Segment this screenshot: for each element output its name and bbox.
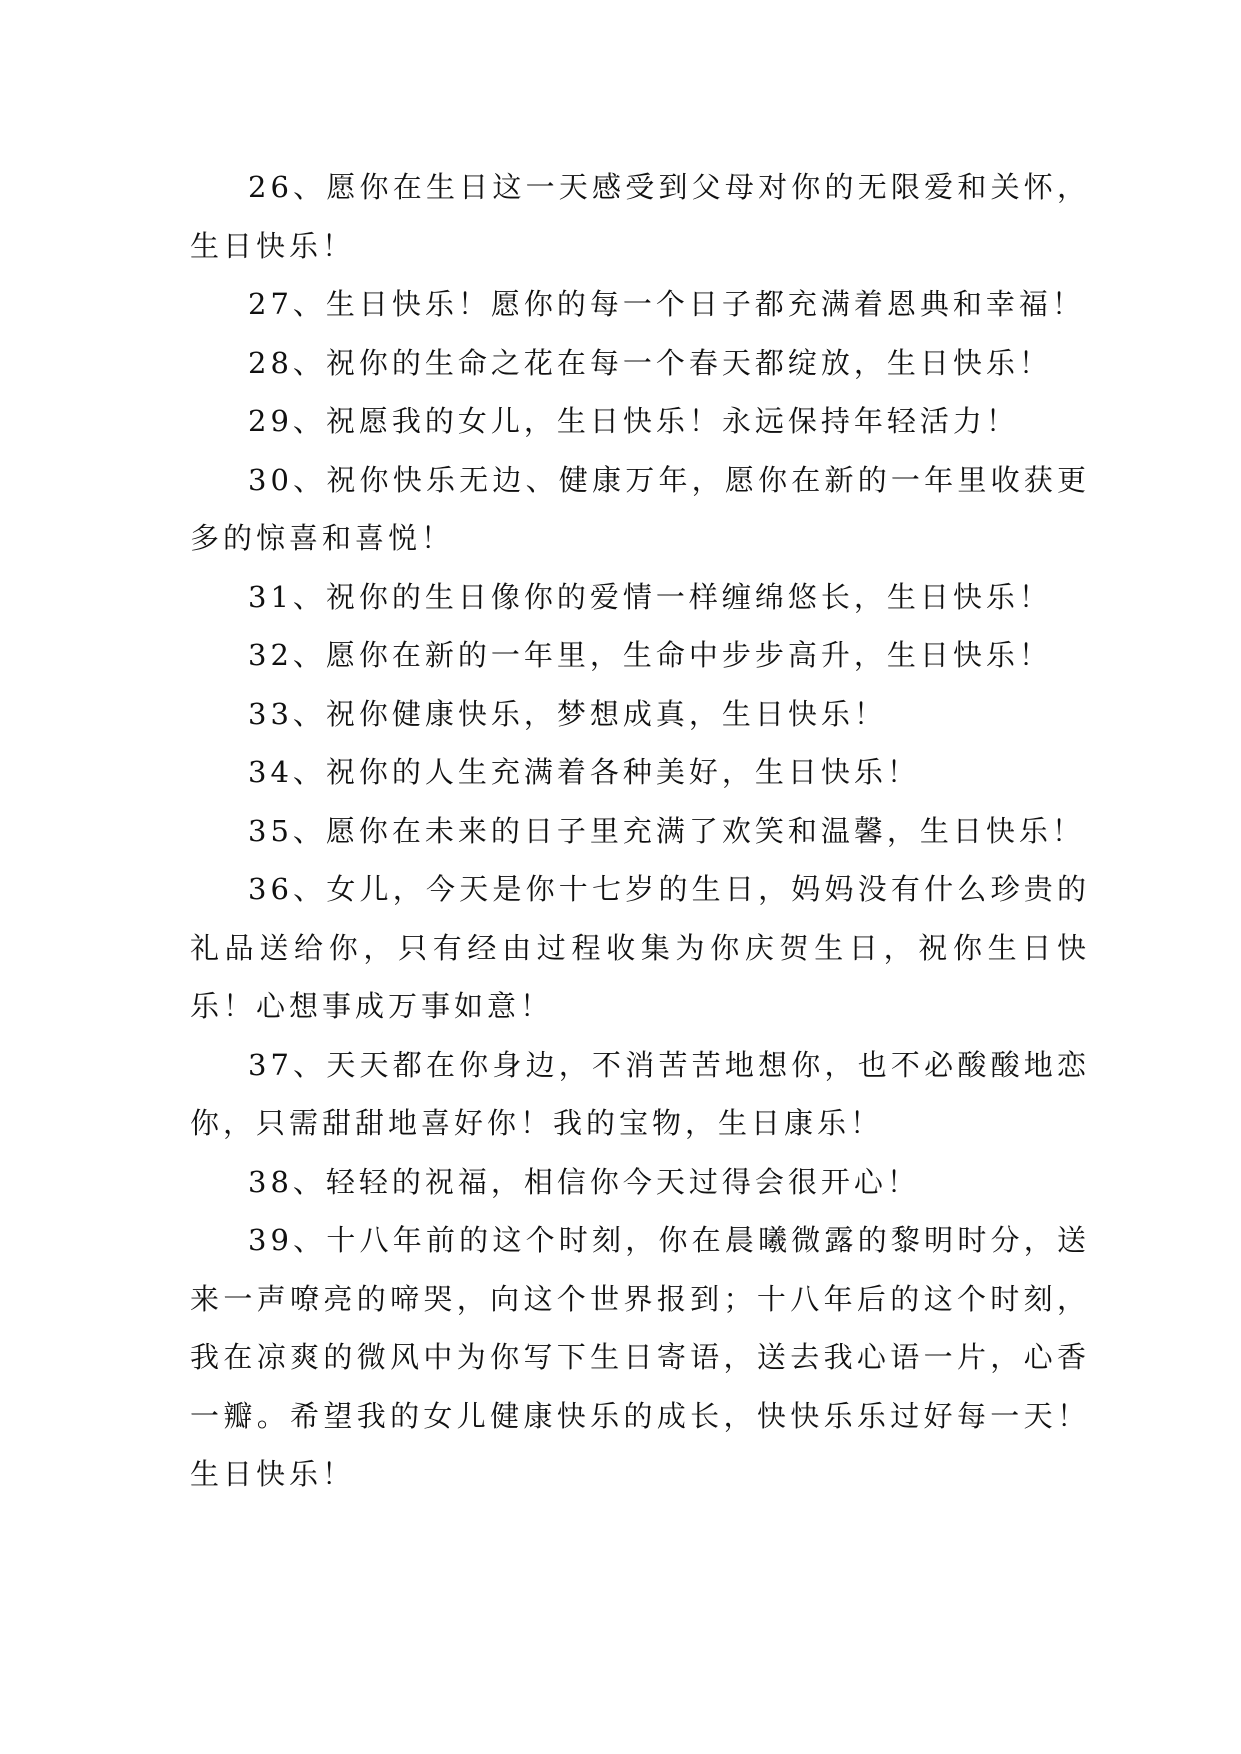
paragraph-26: 26、愿你在生日这一天感受到父母对你的无限爱和关怀，生日快乐！ xyxy=(190,170,1090,263)
paragraph-27: 27、生日快乐！愿你的每一个日子都充满着恩典和幸福！ xyxy=(248,287,1085,321)
paragraph-28: 28、祝你的生命之花在每一个春天都绽放，生日快乐！ xyxy=(248,345,1052,380)
paragraph-39: 39、十八年前的这个时刻，你在晨曦微露的黎明时分，送来一声嘹亮的啼哭，向这个世界报到；十八年后的这个时刻，我在凉爽的微风中为你写下生日寄语，送去我心语一片，心香一瓣。希望我的女儿健康快乐的成长，快快乐乐过好每一天！生日快乐！ xyxy=(190,1223,1090,1491)
paragraph-32: 32、愿你在新的一年里，生命中步步高升，生日快乐！ xyxy=(248,638,1052,672)
document-body xyxy=(190,158,1090,1504)
paragraph-35: 35、愿你在未来的日子里充满了欢笑和温馨，生日快乐！ xyxy=(248,813,1085,848)
paragraph-38: 38、轻轻的祝福，相信你今天过得会很开心！ xyxy=(248,1164,920,1199)
paragraph-37: 37、天天都在你身边，不消苦苦地想你，也不必酸酸地恋你，只需甜甜地喜好你！我的宝物，生日康乐！ xyxy=(190,1047,1090,1140)
paragraph-34: 34、祝你的人生充满着各种美好，生日快乐！ xyxy=(248,755,920,789)
paragraph-29: 29、祝愿我的女儿，生日快乐！永远保持年轻活力！ xyxy=(248,404,1019,438)
paragraph-31: 31、祝你的生日像你的爱情一样缠绵悠长，生日快乐！ xyxy=(248,579,1052,614)
paragraph-30: 30、祝你快乐无边、健康万年，愿你在新的一年里收获更多的惊喜和喜悦！ xyxy=(190,462,1090,555)
paragraph-36: 36、女儿，今天是你十七岁的生日，妈妈没有什么珍贵的礼品送给你，只有经由过程收集为你庆贺生日，祝你生日快乐！心想事成万事如意！ xyxy=(190,872,1090,1023)
paragraph-33: 33、祝你健康快乐，梦想成真，生日快乐！ xyxy=(248,696,887,731)
